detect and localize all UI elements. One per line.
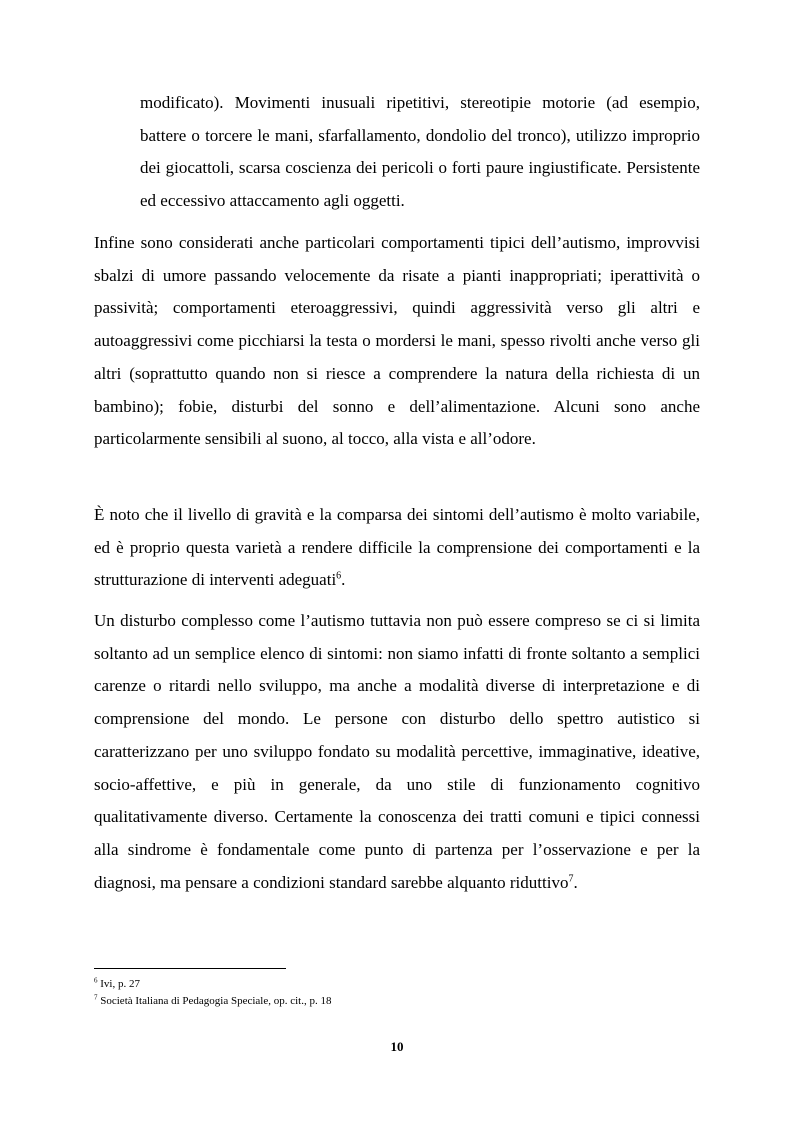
footnote-text: Società Italiana di Pedagogia Speciale, op. cit., p. 18 xyxy=(100,995,332,1007)
paragraph-end-punctuation: . xyxy=(341,570,346,590)
footnote-reference-6[interactable]: 6 xyxy=(336,570,342,582)
footnote-number: 7 xyxy=(94,993,98,1002)
paragraph-behaviors xyxy=(94,227,700,456)
paragraph-complexity xyxy=(94,605,700,899)
footnote-text: Ivi, p. 27 xyxy=(100,978,140,990)
footnotes-section xyxy=(94,976,700,1010)
paragraph-severity xyxy=(94,499,700,597)
list-item-text: modificato). Movimenti inusuali ripetitivi, stereotipie motorie (ad esempio, battere o torcere le mani, sfarfallamento, dondolio del tronco), utilizzo improprio dei giocattoli, scarsa coscienza dei pericoli o forti paure ingiustificate. Persistente ed eccessivo attaccamento agli oggetti. xyxy=(140,93,700,211)
footnote-reference-7[interactable]: 7 xyxy=(568,872,574,884)
paragraph-text: Infine sono considerati anche particolari comportamenti tipici dell’autismo, improvvisi sbalzi di umore passando velocemente da risate a pianti inappropriati; iperattività o passività; comportamenti eteroaggressivi, quindi aggressività verso gli altri e autoaggressivi come picchiarsi la testa o mordersi le mani, spesso rivolti anche verso gli altri (soprattutto quando non si riesce a comprendere la natura della richiesta di un bambino); fobie, disturbi del sonno e dell’alimentazione. Alcuni sono anche particolarmente sensibili al suono, al tocco, alla vista e all’odore. xyxy=(94,233,700,449)
paragraph-text: Un disturbo complesso come l’autismo tuttavia non può essere compreso se ci si limita soltanto ad un semplice elenco di sintomi: non siamo infatti di fronte soltanto a semplici carenze o ritardi nello sviluppo, ma anche a modalità diverse di interpretazione e di comprensione del mondo. Le persone con disturbo dello spettro autistico si caratterizzano per uno sviluppo fondato su modalità percettive, immaginative, ideative, socio-affettive, e più in generale, da uno stile di funzionamento cognitivo qualitativamente diverso. Certamente la conoscenza dei tratti comuni e tipici connessi alla sindrome è fondamentale come punto di partenza per l’osservazione e per la diagnosi, ma pensare a condizioni standard sarebbe alquanto riduttivo xyxy=(94,611,700,892)
footnote-6 xyxy=(94,976,700,993)
page-number: 10 xyxy=(390,1039,404,1054)
footnote-7 xyxy=(94,993,700,1010)
list-item-continuation xyxy=(140,87,700,218)
paragraph-text: È noto che il livello di gravità e la comparsa dei sintomi dell’autismo è molto variabile, ed è proprio questa varietà a rendere difficile la comprensione dei comportamenti e la strutturazione di interventi adeguati xyxy=(94,505,700,590)
paragraph-end-punctuation: . xyxy=(573,872,578,892)
footnote-separator xyxy=(94,968,286,969)
footnote-number: 6 xyxy=(94,976,98,985)
